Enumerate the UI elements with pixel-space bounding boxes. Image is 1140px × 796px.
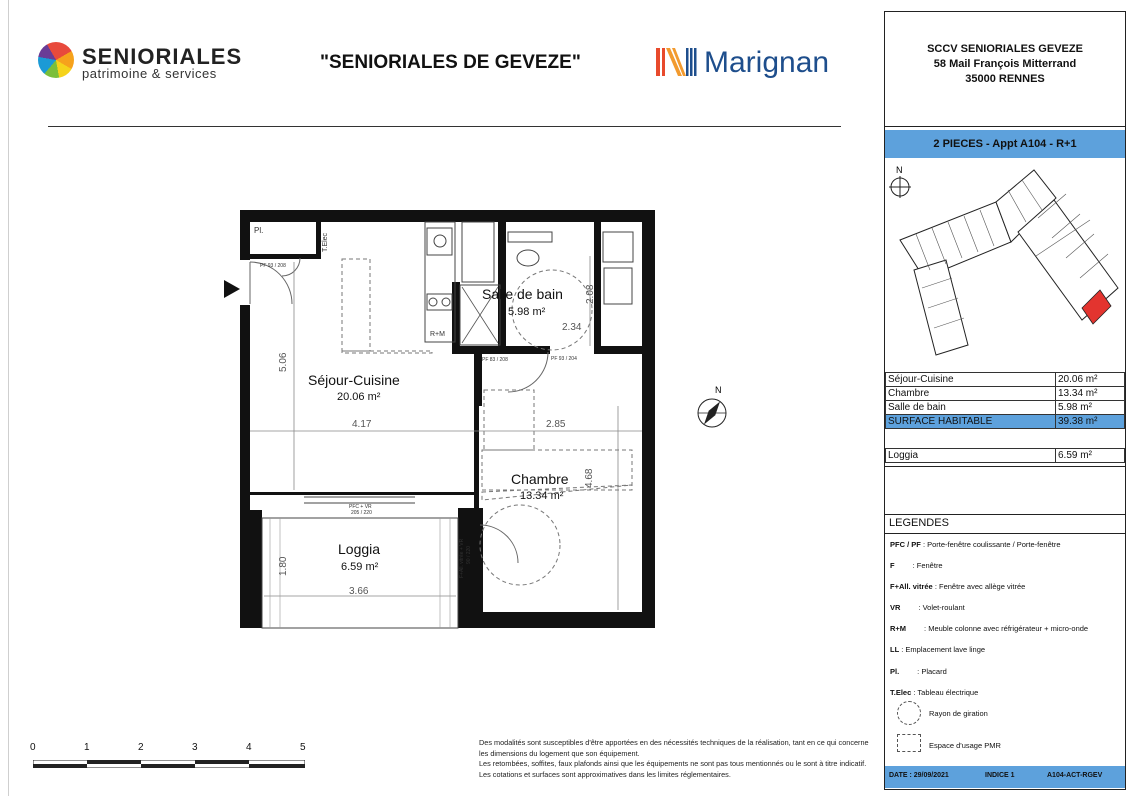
pf-sdb-label: PF 83 / 208 [482,357,508,363]
legend-code: F+All. vitrée [890,582,933,591]
legend-item [890,688,978,697]
table-row-total [886,415,1125,429]
legend-code: VR [890,603,901,612]
scale-tick-2: 2 [138,742,144,753]
plan-lines [262,222,633,628]
pf-chambre-label: PF 93 / 204 [551,356,577,362]
room-chambre-name: Chambre [511,471,569,487]
legend-code: F [890,561,895,570]
legend-text: : Fenêtre [912,561,943,570]
dim-chambre-width: 2.85 [546,419,566,430]
legend-code: LL [890,645,900,654]
legend-code: PFC / PF [890,540,921,549]
table-row [886,373,1125,387]
dim-chambre-height: 4.68 [584,468,595,488]
brand-name: SENIORIALES [82,44,243,69]
disclaimer-line: Les retombées, soffites, faux plafonds ainsi que les équipements ne sont pas tous mentionnés ou le sont à titre indicatif. [479,759,867,768]
pmr-area-icon [897,734,921,752]
table-row [886,449,1125,463]
dim-sdb-height: 2.08 [585,284,596,304]
table-row [886,387,1125,401]
rotation-circle-icon [897,701,921,725]
legend-pmr-label: Espace d'usage PMR [929,741,1001,750]
dim-sejour-width: 4.17 [352,419,372,430]
brand-tagline: patrimoine & services [82,66,217,81]
surface-value: 5.98 m² [1056,401,1125,415]
dimension-lines [250,256,642,610]
loggia-hatch [270,518,450,628]
scale-tick-5: 5 [300,742,306,753]
footer-index: INDICE 1 [985,772,1015,779]
north-label: N [896,165,903,175]
pfc-size-label: 205 / 220 [351,510,372,516]
surface-label: SURFACE HABITABLE [886,415,1056,429]
surface-label: Chambre [886,387,1056,401]
legend-item [890,582,1025,591]
pfc-vr-label: PFC + VR [349,504,372,510]
compass-icon [694,384,730,430]
scale-tick-3: 3 [192,742,198,753]
fall-size-label: 90 / 220 [466,545,472,564]
legend-item [890,667,947,676]
legend-text: : Meuble colonne avec réfrigérateur + micro-onde [924,624,1089,633]
footer-date: DATE : 29/09/2021 [889,772,949,779]
footer-band [885,766,1125,788]
dim-loggia-height: 1.80 [278,556,289,576]
legend-text: : Porte-fenêtre coulissante / Porte-fenêtre [922,540,1061,549]
loggia-table [885,448,1125,463]
room-loggia-name: Loggia [338,541,381,557]
company-block [885,42,1125,87]
legend-item [890,561,943,570]
legend-title: LEGENDES [889,517,949,529]
apartment-band: 2 PIECES - Appt A104 - R+1 [885,130,1125,158]
legend-text: : Emplacement lave linge [901,645,986,654]
disclaimer-line: Des modalités sont susceptibles d'être apportées en des nécessités techniques de la réalisation, tant en ce qui concerne les dimensions du logement que son équipement. [479,738,869,758]
dim-sejour-height: 5.06 [278,352,289,372]
company-address: 58 Mail François Mitterrand [933,58,1077,70]
room-sejour-area: 20.06 m² [337,391,381,403]
placard-label: Pl. [254,226,264,235]
room-sdb-area: 5.98 m² [508,306,546,318]
panel-divider [885,126,1125,127]
scale-tick-0: 0 [30,742,36,753]
surface-value: 13.34 m² [1056,387,1125,401]
legend-code: Pl. [890,667,900,676]
disclaimer-line: Les cotations et surfaces sont approximatives dans les limites réglementaires. [479,769,731,779]
room-sejour-name: Séjour-Cuisine [308,372,400,388]
scale-tick-1: 1 [84,742,90,753]
header-divider [48,126,841,127]
page-left-edge [8,0,9,796]
footer-reference: A104-ACT-RGEV [1047,772,1103,779]
legend-text: : Fenêtre avec allège vitrée [934,582,1026,591]
surfaces-table [885,372,1125,429]
loggia-value: 6.59 m² [1056,449,1125,463]
scale-bar [33,760,305,768]
surface-value: 20.06 m² [1056,373,1125,387]
company-name: SCCV SENIORIALES GEVEZE [927,43,1083,55]
legend-rotation-label: Rayon de giration [929,709,988,718]
accessibility-markings [342,259,632,585]
fall-vr-label: F+All. vitrée + VR [459,538,465,578]
walls [240,210,655,628]
legend-code: R+M [890,624,907,633]
partner-name: Marignan [704,46,830,79]
legend-item [890,624,1088,633]
pf-entry-label: PF 93 / 208 [260,263,286,269]
building-key-plan [886,160,1122,370]
panel-divider [885,466,1125,467]
legend-code: T.Elec [890,688,912,697]
legend-text: : Tableau électrique [913,688,979,697]
loggia-label: Loggia [886,449,1056,463]
legend-item [890,645,985,654]
svg-text:N: N [715,385,722,395]
rm-label: R+M [430,331,445,338]
legend-item [890,603,965,612]
dim-sdb-width: 2.34 [562,322,582,333]
company-city: 35000 RENNES [965,73,1045,85]
surface-label: Salle de bain [886,401,1056,415]
panel-divider [885,533,1125,534]
panel-divider [885,514,1125,515]
legend-text: : Volet-roulant [918,603,965,612]
project-title: "SENIORIALES DE GEVEZE" [320,52,581,73]
surface-value: 39.38 m² [1056,415,1125,429]
room-loggia-area: 6.59 m² [341,561,379,573]
entry-arrow-icon [224,280,240,298]
marignan-logo-mark [656,44,698,80]
dim-loggia-width: 3.66 [349,586,369,597]
room-chambre-area: 13.34 m² [520,490,564,502]
telec-label: T.Elec [322,232,329,252]
disclaimer [479,738,869,780]
scale-tick-4: 4 [246,742,252,753]
table-row [886,401,1125,415]
room-sdb-name: Salle de bain [482,286,563,302]
senioriales-logo [38,42,74,78]
surface-label: Séjour-Cuisine [886,373,1056,387]
legend-item [890,540,1061,549]
legend-text: : Placard [917,667,947,676]
